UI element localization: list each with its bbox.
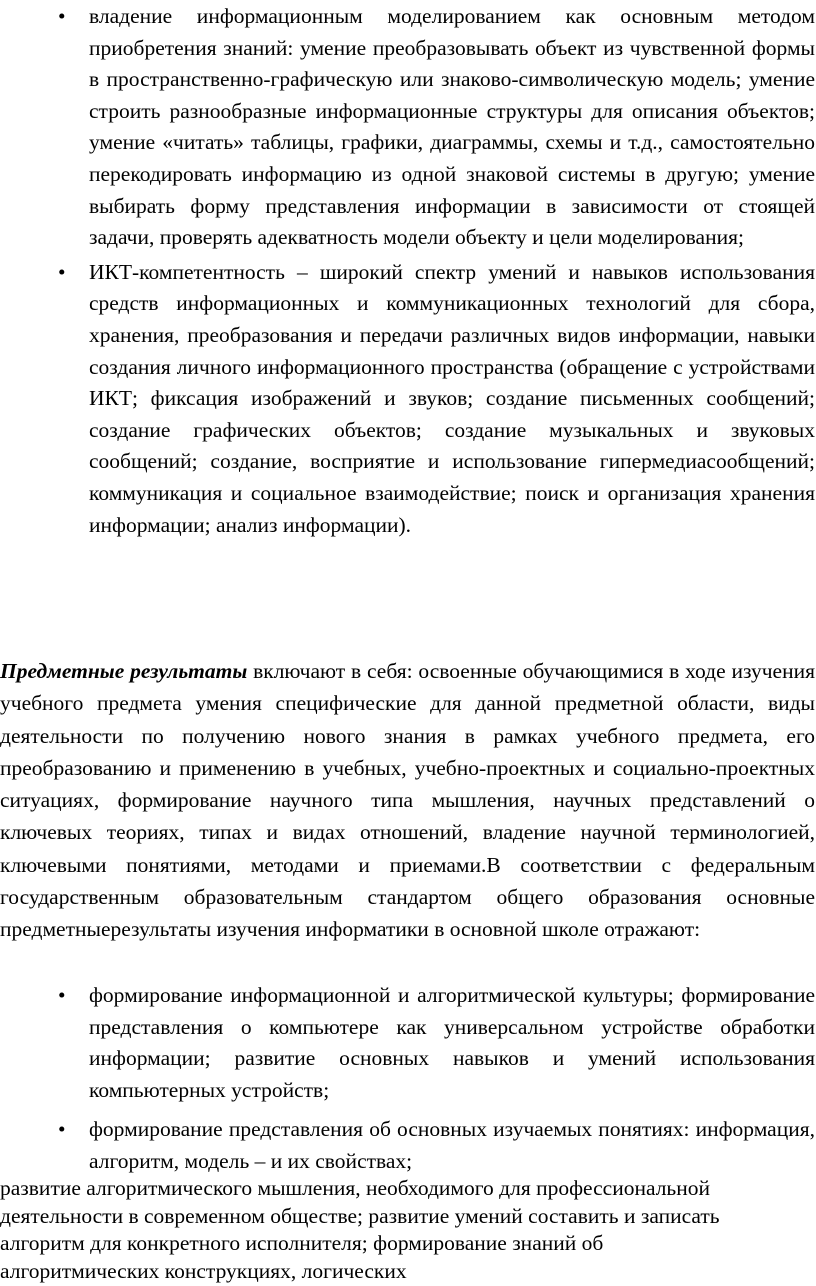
text-line: алгоритмических конструкциях, логических xyxy=(0,1258,407,1283)
list-item xyxy=(58,1,815,254)
trailing-text xyxy=(0,1175,816,1285)
text-line: развитие алгоритмического мышления, необходимого для профессиональной xyxy=(0,1176,711,1200)
subject-results-text: включают в себя: освоенные обучающимися в ходе изучения учебного предмета умения специфические для данной предметной области, виды деятельности по получению нового знания в рамках учебного предмета, его преобразованию и применению в учебных, учебно-проектных и социально-проектных ситуациях, формирование научного типа мышления, научных представлений о ключевых теориях, типах и видах отношений, владение научной терминологией, ключевыми понятиями, методами и приемами.В соответствии с федеральным государственным образовательным стандартом общего образования основные предметныерезультаты изучения информатики в основной школе отражают: xyxy=(0,659,815,942)
bullet-icon: • xyxy=(58,259,66,284)
bottom-bullet-list xyxy=(58,980,815,1178)
text-line: алгоритм для конкретного исполнителя; формирование знаний об xyxy=(0,1231,604,1255)
list-item xyxy=(58,1114,815,1177)
list-item-text: ИКТ-компетентность – широкий спектр умений и навыков использования средств информационных и коммуникационных технологий для сбора, хранения, преобразования и передачи различных видов информации, навыки создания личного информационного пространства (обращение с устройствами ИКТ; фиксация изображений и звуков; создание письменных сообщений; создание графических объектов; создание музыкальных и звуковых сообщений; создание, восприятие и использование гипермедиасообщений; коммуникация и социальное взаимодействие; поиск и организация хранения информации; анализ информации). xyxy=(89,259,815,537)
subject-results-paragraph xyxy=(0,655,815,946)
bullet-icon: • xyxy=(58,1117,66,1142)
bullet-icon: • xyxy=(58,4,66,28)
list-item xyxy=(58,980,815,1106)
text-line: деятельности в современном обществе; развитие умений составить и записать xyxy=(0,1203,720,1228)
top-bullet-list xyxy=(58,1,815,541)
list-item-text: формирование информационной и алгоритмической культуры; формирование представления о компьютере как универсальном устройстве обработки информации; развитие основных навыков и умений использования компьютерных устройств; xyxy=(89,983,815,1102)
bullet-icon: • xyxy=(58,983,66,1007)
list-item xyxy=(58,257,815,541)
subject-results-heading: Предметные результаты xyxy=(0,659,248,683)
list-item-text: формирование представления об основных изучаемых понятиях: информация, алгоритм, модель – и их свойствах; xyxy=(89,1117,815,1173)
list-item-text: владение информационным моделированием как основным методом приобретения знаний: умение преобразовывать объект из чувственной формы в пространственно-графическую или знаково-символическую модель; умение строить разнообразные информационные структуры для описания объектов; умение «читать» таблицы, графики, диаграммы, схемы и т.д., самостоятельно перекодировать информацию из одной знаковой системы в другую; умение выбирать форму представления информации в зависимости от стоящей задачи, проверять адекватность модели объекту и цели моделирования; xyxy=(89,4,815,250)
